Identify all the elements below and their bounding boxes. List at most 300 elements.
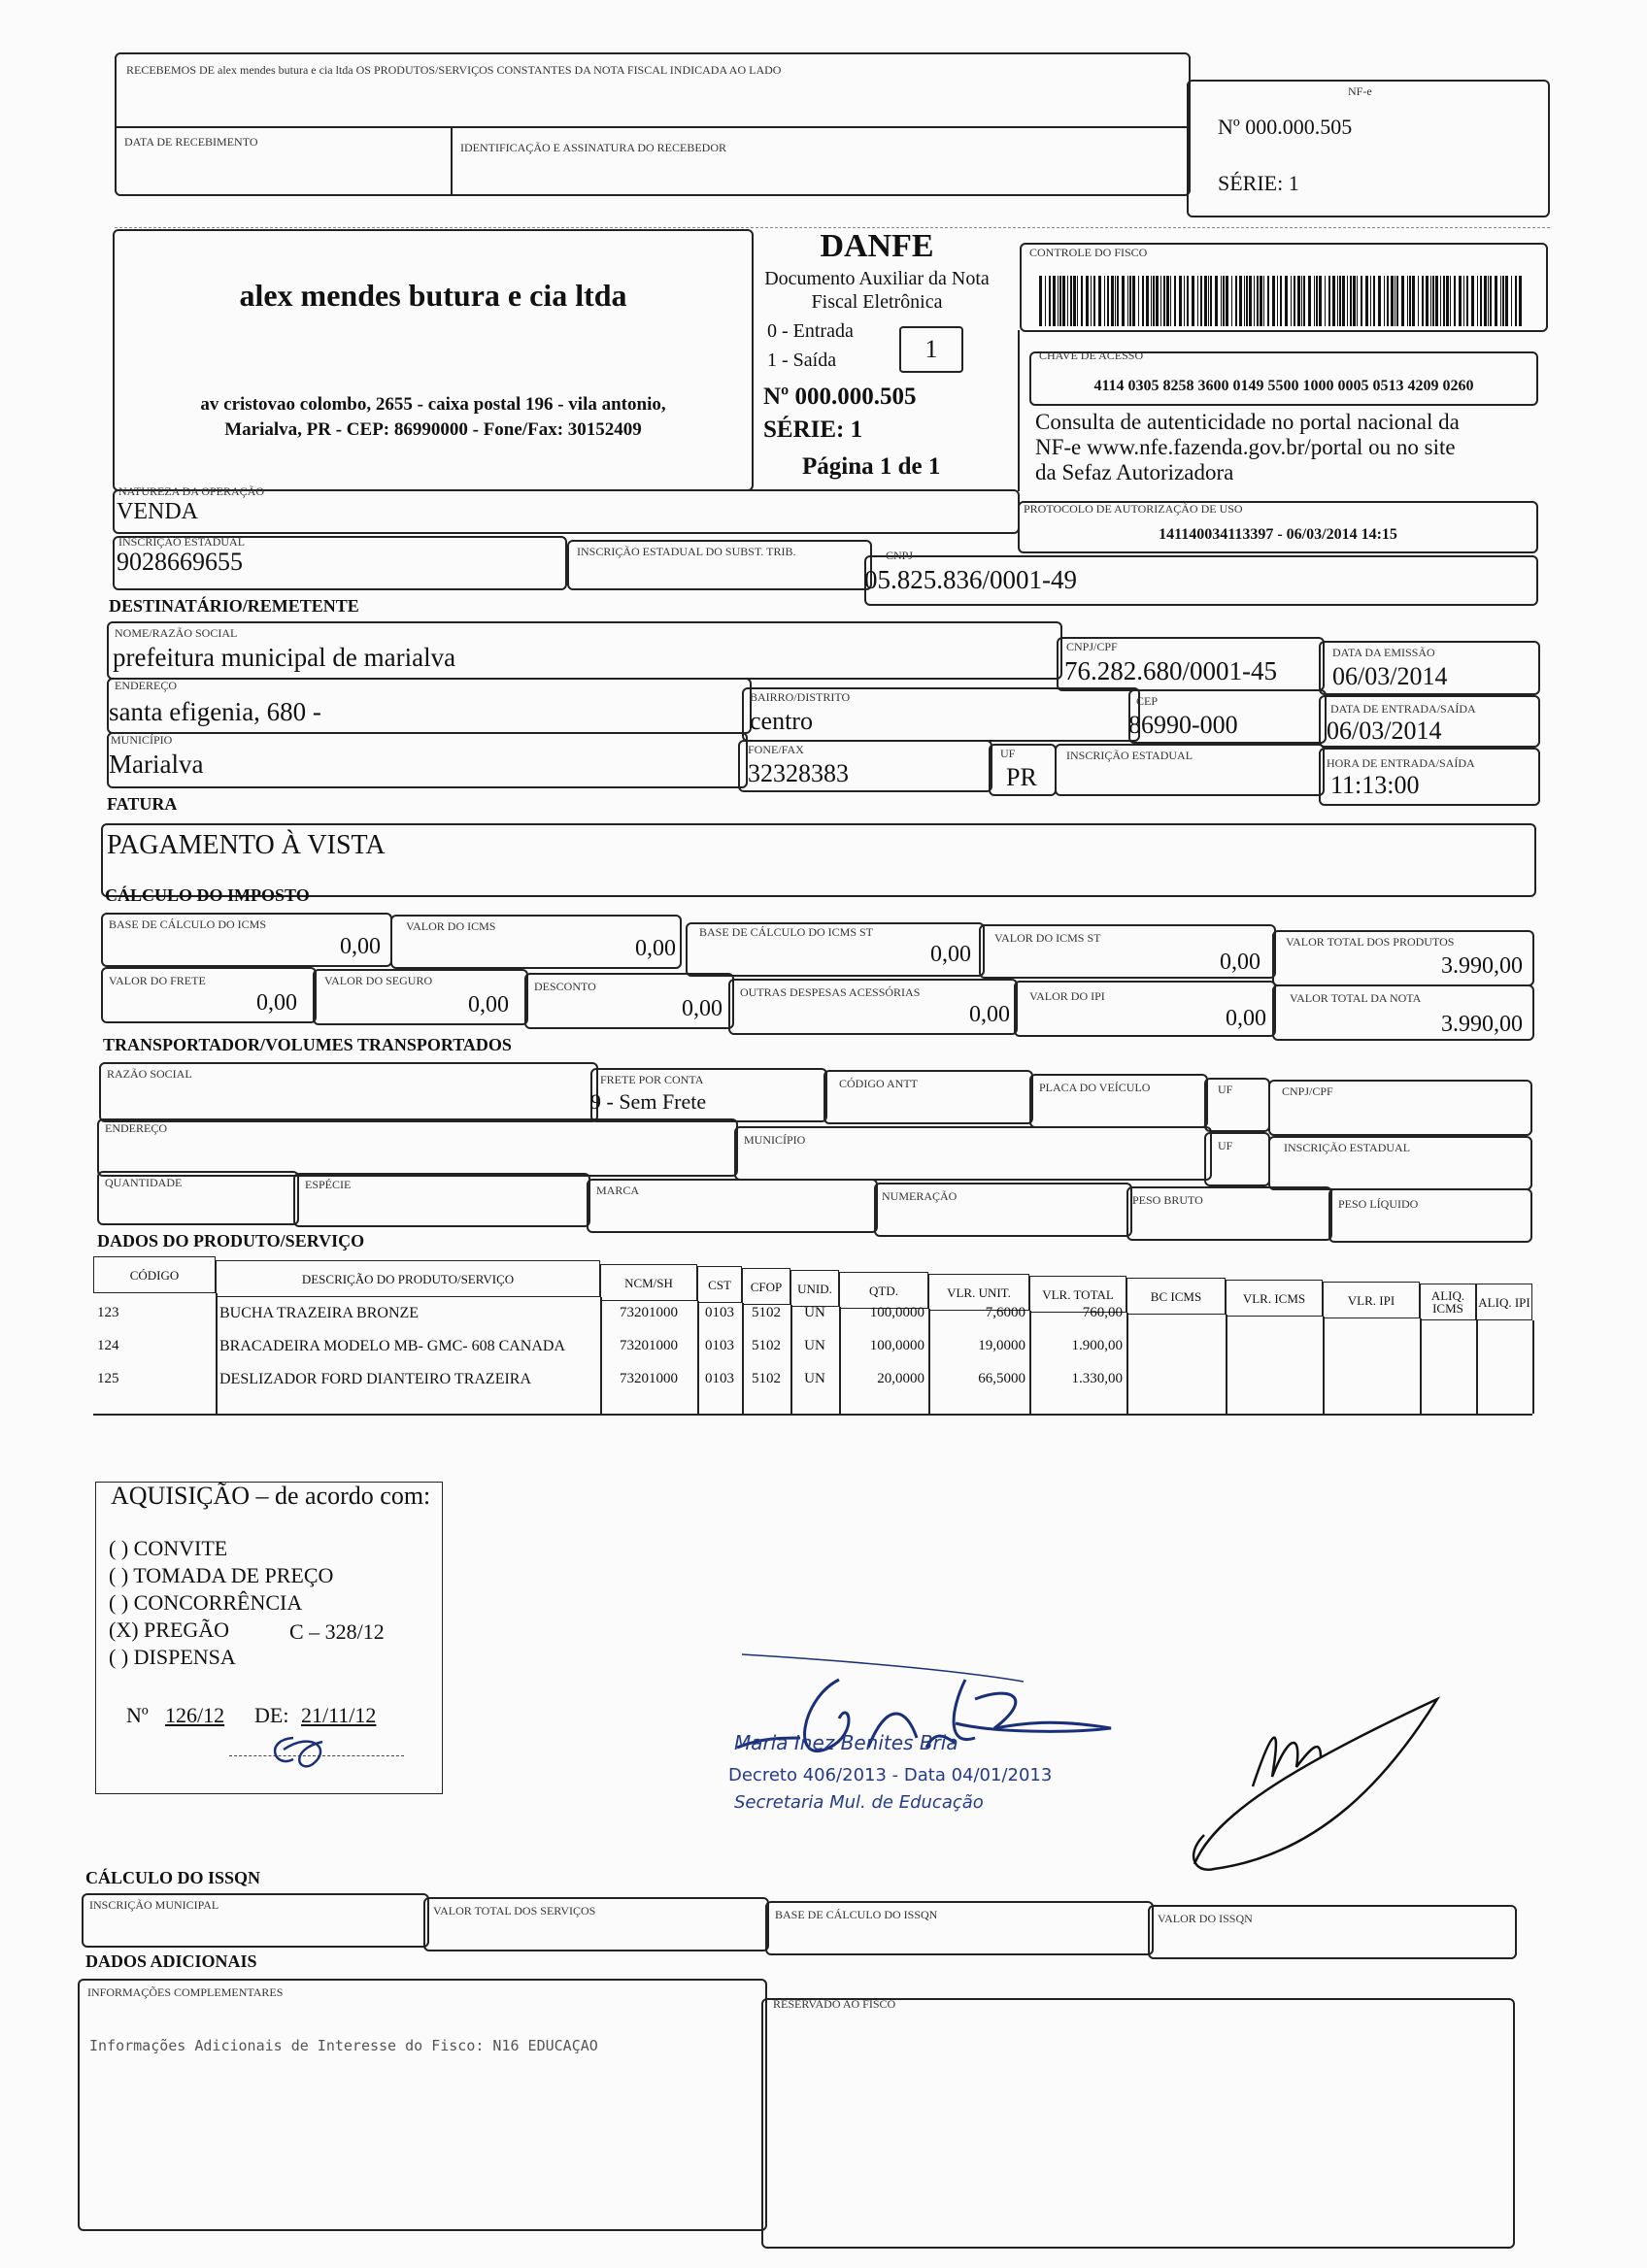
emission-label: DATA DA EMISSÃO bbox=[1332, 646, 1435, 659]
danfe-subtitle2: Fiscal Eletrônica bbox=[811, 291, 943, 313]
products-header-cell: CÓDIGO bbox=[93, 1256, 216, 1293]
barcode-bar bbox=[1104, 276, 1105, 326]
products-header-cell: VLR. TOTAL bbox=[1029, 1276, 1126, 1313]
barcode-bar bbox=[1267, 276, 1269, 326]
barcode-bar bbox=[1409, 276, 1411, 326]
receipt-series: SÉRIE: 1 bbox=[1218, 171, 1299, 195]
entry-date-label: DATA DE ENTRADA/SAÍDA bbox=[1330, 702, 1476, 716]
tax-freight: 0,00 bbox=[256, 990, 297, 1016]
products-column-line bbox=[1126, 1313, 1128, 1414]
recipient-address: santa efigenia, 680 - bbox=[109, 697, 321, 726]
barcode-bar bbox=[1319, 276, 1322, 326]
issuer-address-line2: Marialva, PR - CEP: 86990000 - Fone/Fax: 30152409 bbox=[224, 419, 642, 440]
recipient-address-label: ENDEREÇO bbox=[115, 679, 177, 692]
secretary-name: Maria Inez Benites Bria bbox=[734, 1731, 958, 1754]
barcode-bar bbox=[1184, 276, 1185, 326]
barcode-bar bbox=[1350, 276, 1352, 326]
barcode-bar bbox=[1432, 276, 1434, 326]
cep-label: CEP bbox=[1136, 694, 1159, 708]
phone-value: 32328383 bbox=[748, 759, 849, 787]
additional-info-label: INFORMAÇÕES COMPLEMENTARES bbox=[87, 1985, 284, 1999]
secretary-decree: Decreto 406/2013 - Data 04/01/2013 bbox=[728, 1765, 1053, 1785]
recipient-name-label: NOME/RAZÃO SOCIAL bbox=[115, 626, 238, 640]
barcode-bar bbox=[1370, 276, 1371, 326]
product-code: 125 bbox=[97, 1371, 119, 1386]
barcode-bar bbox=[1215, 276, 1218, 326]
danfe-series: SÉRIE: 1 bbox=[763, 417, 863, 443]
product-vtotal: 1.330,00 bbox=[1071, 1371, 1123, 1386]
access-key: 4114 0305 8258 3600 0149 5500 1000 0005 0513 4209 0260 bbox=[1093, 378, 1474, 394]
recipient-section: DESTINATÁRIO/REMETENTE bbox=[109, 596, 359, 616]
product-qty: 100,0000 bbox=[869, 1338, 924, 1353]
barcode-bar bbox=[1081, 276, 1083, 326]
barcode-bar bbox=[1122, 276, 1125, 326]
issqn-im-label: INSCRIÇÃO MUNICIPAL bbox=[89, 1898, 219, 1912]
consult-line1: Consulta de autenticidade no portal nacional da bbox=[1035, 410, 1460, 434]
barcode-bar bbox=[1174, 276, 1176, 326]
tax-icms-st: 0,00 bbox=[1220, 950, 1260, 975]
barcode-bar bbox=[1244, 276, 1245, 326]
barcode-bar bbox=[1443, 276, 1445, 326]
barcode-bar bbox=[1179, 276, 1182, 326]
products-header-cell: CFOP bbox=[742, 1268, 790, 1305]
city-value: Marialva bbox=[109, 750, 204, 779]
transport-plate-label: PLACA DO VEÍCULO bbox=[1039, 1081, 1151, 1094]
barcode-bar bbox=[1440, 276, 1441, 326]
barcode-bar bbox=[1500, 276, 1501, 326]
stamp-opt3: ( ) CONCORRÊNCIA bbox=[109, 1590, 303, 1615]
barcode-bar bbox=[1488, 276, 1489, 326]
barcode-bar bbox=[1156, 276, 1159, 326]
products-column-line bbox=[1029, 1311, 1031, 1414]
barcode-bar bbox=[1117, 276, 1119, 326]
issuer-box bbox=[113, 229, 754, 491]
products-column-line bbox=[1420, 1318, 1422, 1414]
stamp-opt1: ( ) CONVITE bbox=[109, 1536, 228, 1560]
barcode-bar bbox=[1490, 276, 1492, 326]
products-column-line bbox=[1476, 1320, 1478, 1414]
recipient-cnpj: 76.282.680/0001-45 bbox=[1064, 656, 1277, 685]
product-vunit: 19,0000 bbox=[978, 1338, 1025, 1353]
barcode-bar bbox=[1505, 276, 1508, 326]
product-desc: BRACADEIRA MODELO MB- GMC- 608 CANADA bbox=[219, 1338, 566, 1354]
transport-cnpj-label: CNPJ/CPF bbox=[1282, 1084, 1333, 1098]
stamp-opt4: (X) PREGÃO bbox=[109, 1618, 230, 1642]
danfe-entry: 0 - Entrada bbox=[767, 320, 854, 342]
barcode-bar bbox=[1401, 276, 1404, 326]
barcode-bar bbox=[1257, 276, 1259, 326]
receipt-vdivider bbox=[451, 126, 453, 196]
time-value: 11:13:00 bbox=[1330, 771, 1420, 799]
barcode-bar bbox=[1235, 276, 1237, 326]
barcode-bar bbox=[1384, 276, 1385, 326]
receipt-nfe-label: NF-e bbox=[1348, 84, 1372, 98]
barcode-bar bbox=[1187, 276, 1189, 326]
tax-insurance: 0,00 bbox=[468, 992, 509, 1017]
entry-date-value: 06/03/2014 bbox=[1327, 717, 1442, 745]
recipient-ie-label: INSCRIÇÃO ESTADUAL bbox=[1066, 749, 1193, 762]
receipt-date-label: DATA DE RECEBIMENTO bbox=[124, 135, 258, 149]
products-column-line bbox=[1532, 1320, 1534, 1414]
products-header-cell: ALIQ. ICMS bbox=[1420, 1284, 1476, 1320]
barcode-bar bbox=[1138, 276, 1139, 326]
issqn-value-label: VALOR DO ISSQN bbox=[1158, 1912, 1253, 1925]
barcode-bar bbox=[1328, 276, 1330, 326]
product-ncm: 73201000 bbox=[620, 1305, 678, 1320]
stamp-opt5: ( ) DISPENSA bbox=[109, 1645, 236, 1669]
receipt-number: Nº 000.000.505 bbox=[1218, 115, 1353, 139]
barcode-bar bbox=[1463, 276, 1464, 326]
stamp-date-label: DE: bbox=[254, 1703, 289, 1727]
barcode-bar bbox=[1086, 276, 1089, 326]
danfe-page: Página 1 de 1 bbox=[802, 453, 941, 480]
barcode-bar bbox=[1357, 276, 1358, 326]
nature-value: VENDA bbox=[117, 499, 198, 524]
barcode-bar bbox=[1132, 276, 1135, 326]
recipient-name: prefeitura municipal de marialva bbox=[113, 643, 456, 672]
product-cst: 0103 bbox=[705, 1371, 734, 1386]
barcode-bar bbox=[1058, 276, 1059, 326]
barcode-bar bbox=[1039, 276, 1042, 326]
products-column-line bbox=[600, 1297, 602, 1414]
barcode-bar bbox=[1466, 276, 1468, 326]
danfe-title: DANFE bbox=[820, 228, 934, 264]
barcode-bar bbox=[1332, 276, 1335, 326]
barcode-bar bbox=[1280, 276, 1282, 326]
products-header-cell: BC ICMS bbox=[1126, 1278, 1226, 1315]
products-header-cell: DESCRIÇÃO DO PRODUTO/SERVIÇO bbox=[216, 1260, 600, 1297]
barcode-bar bbox=[1339, 276, 1341, 326]
barcode-bar bbox=[1495, 276, 1497, 326]
issuer-address-line1: av cristovao colombo, 2655 - caixa postal 196 - vila antonio, bbox=[200, 394, 666, 415]
barcode-bar bbox=[1294, 276, 1295, 326]
barcode-bar bbox=[1142, 276, 1144, 326]
transport-antt-label: CÓDIGO ANTT bbox=[839, 1077, 918, 1090]
product-unit: UN bbox=[804, 1338, 825, 1353]
barcode-bar bbox=[1373, 276, 1375, 326]
barcode-bar bbox=[1418, 276, 1419, 326]
issqn-section: CÁLCULO DO ISSQN bbox=[85, 1868, 261, 1887]
barcode-bar bbox=[1111, 276, 1114, 326]
product-code: 123 bbox=[97, 1305, 119, 1320]
barcode-bar bbox=[1353, 276, 1356, 326]
barcode-bar bbox=[1067, 276, 1068, 326]
barcode-bar bbox=[1314, 276, 1315, 326]
product-ncm: 73201000 bbox=[620, 1371, 678, 1386]
recipient-cnpj-label: CNPJ/CPF bbox=[1066, 640, 1118, 653]
uf-value: PR bbox=[1006, 763, 1037, 791]
stamp-opt4-ref: C – 328/12 bbox=[289, 1619, 385, 1644]
barcode-bar bbox=[1210, 276, 1212, 326]
barcode-bar bbox=[1107, 276, 1109, 326]
barcode-bar bbox=[1153, 276, 1155, 326]
products-header-cell: QTD. bbox=[839, 1272, 928, 1309]
tax-icms-st-label: VALOR DO ICMS ST bbox=[994, 931, 1101, 945]
barcode-bar bbox=[1387, 276, 1389, 326]
product-cst: 0103 bbox=[705, 1338, 734, 1353]
stamp-title: AQUISIÇÃO – de acordo com: bbox=[111, 1482, 431, 1510]
barcode-bar bbox=[1484, 276, 1487, 326]
barcode-bar bbox=[1426, 276, 1429, 326]
barcode-bar bbox=[1430, 276, 1431, 326]
barcode-bar bbox=[1221, 276, 1222, 326]
fisco-left-line bbox=[1018, 330, 1020, 491]
barcode-bar bbox=[1480, 276, 1482, 326]
products-header-cell: ALIQ. IPI bbox=[1476, 1284, 1532, 1320]
tax-base-st-label: BASE DE CÁLCULO DO ICMS ST bbox=[699, 925, 874, 939]
stamp-date: 21/11/12 bbox=[301, 1703, 377, 1727]
tax-section: CÁLCULO DO IMPOSTO bbox=[105, 885, 310, 905]
barcode-bar bbox=[1226, 276, 1228, 326]
additional-info-text: Informações Adicionais de Interesse do Fisco: N16 EDUCAÇAO bbox=[89, 2037, 598, 2054]
products-header-cell: NCM/SH bbox=[600, 1264, 697, 1301]
reserved-box bbox=[761, 1998, 1515, 2249]
issuer-name: alex mendes butura e cia ltda bbox=[239, 278, 627, 313]
barcode-bar bbox=[1342, 276, 1345, 326]
barcode-bar bbox=[1208, 276, 1209, 326]
barcode-bar bbox=[1347, 276, 1348, 326]
barcode-bar bbox=[1077, 276, 1078, 326]
barcode-bar bbox=[1272, 276, 1275, 326]
barcode-bar bbox=[1163, 276, 1165, 326]
receipt-text: RECEBEMOS DE alex mendes butura e cia ltda OS PRODUTOS/SERVIÇOS CONSTANTES DA NOTA FISCAL INDICADA AO LADO bbox=[126, 63, 782, 77]
cnpj-label: CNPJ bbox=[886, 549, 914, 562]
time-label: HORA DE ENTRADA/SAÍDA bbox=[1327, 756, 1475, 770]
products-header-cell: CST bbox=[697, 1266, 742, 1303]
transport-uf-box bbox=[1204, 1078, 1270, 1132]
product-qty: 20,0000 bbox=[877, 1371, 924, 1386]
tax-note-total-label: VALOR TOTAL DA NOTA bbox=[1290, 991, 1422, 1005]
product-cfop: 5102 bbox=[752, 1338, 781, 1353]
stamp-number: 126/12 bbox=[165, 1703, 225, 1727]
barcode-bar bbox=[1308, 276, 1311, 326]
barcode-bar bbox=[1070, 276, 1072, 326]
tax-ipi-label: VALOR DO IPI bbox=[1029, 989, 1105, 1003]
products-bottom-line bbox=[93, 1414, 1532, 1416]
additional-info-box bbox=[78, 1979, 767, 2231]
barcode-bar bbox=[1502, 276, 1504, 326]
tax-note-total: 3.990,00 bbox=[1441, 1012, 1523, 1037]
transport-brand-label: MARCA bbox=[596, 1184, 640, 1197]
transport-net-label: PESO LÍQUIDO bbox=[1338, 1197, 1419, 1211]
barcode-bar bbox=[1277, 276, 1278, 326]
barcode-bar bbox=[1239, 276, 1242, 326]
cnpj-value: 05.825.836/0001-49 bbox=[864, 565, 1077, 594]
barcode-bar bbox=[1297, 276, 1300, 326]
invoice-section: FATURA bbox=[107, 794, 178, 814]
emission-value: 06/03/2014 bbox=[1332, 662, 1448, 690]
products-column-line bbox=[1323, 1317, 1325, 1414]
products-column-line bbox=[928, 1309, 930, 1414]
barcode-bar bbox=[1249, 276, 1252, 326]
protocol-value: 141140034113397 - 06/03/2014 14:15 bbox=[1159, 526, 1397, 543]
barcode-bar bbox=[1407, 276, 1408, 326]
product-cfop: 5102 bbox=[752, 1305, 781, 1320]
secretary-role: Secretaria Mul. de Educação bbox=[734, 1792, 984, 1813]
barcode-bar bbox=[1459, 276, 1462, 326]
transport-numbering-label: NUMERAÇÃO bbox=[882, 1189, 958, 1203]
barcode-bar bbox=[1361, 276, 1362, 326]
products-header-cell: VLR. IPI bbox=[1323, 1282, 1420, 1318]
barcode-bar bbox=[1396, 276, 1398, 326]
tax-base-st: 0,00 bbox=[930, 942, 971, 967]
invoice-payment: PAGAMENTO À VISTA bbox=[107, 830, 386, 860]
phone-label: FONE/FAX bbox=[748, 743, 804, 756]
barcode-bar bbox=[1197, 276, 1198, 326]
product-ncm: 73201000 bbox=[620, 1338, 678, 1353]
tax-products-total: 3.990,00 bbox=[1441, 953, 1523, 979]
barcode-bar bbox=[1450, 276, 1451, 326]
transport-city-label: MUNICÍPIO bbox=[744, 1133, 806, 1147]
transport-uf2-box bbox=[1204, 1132, 1270, 1186]
barcode-bar bbox=[1059, 276, 1061, 326]
protocol-label: PROTOCOLO DE AUTORIZAÇÃO DE USO bbox=[1024, 502, 1243, 516]
transport-address-box bbox=[97, 1118, 738, 1177]
barcode-bar bbox=[1045, 276, 1046, 326]
tax-other: 0,00 bbox=[969, 1002, 1010, 1027]
district-value: centro bbox=[750, 707, 813, 735]
danfe-exit: 1 - Saída bbox=[767, 350, 837, 371]
transport-species-label: ESPÉCIE bbox=[305, 1178, 352, 1191]
transport-uf-label: UF bbox=[1218, 1083, 1233, 1096]
danfe-type-box: 1 bbox=[899, 326, 963, 373]
product-qty: 100,0000 bbox=[869, 1305, 924, 1320]
stamp-opt2: ( ) TOMADA DE PREÇO bbox=[109, 1563, 334, 1587]
barcode-bar bbox=[1200, 276, 1202, 326]
transport-ie-label: INSCRIÇÃO ESTADUAL bbox=[1284, 1141, 1411, 1154]
barcode-bar bbox=[1115, 276, 1116, 326]
product-cfop: 5102 bbox=[752, 1371, 781, 1386]
barcode-bar bbox=[1365, 276, 1368, 326]
product-vtotal: 760,00 bbox=[1082, 1305, 1123, 1320]
transport-uf2-label: UF bbox=[1218, 1139, 1233, 1152]
products-section: DADOS DO PRODUTO/SERVIÇO bbox=[97, 1231, 365, 1251]
product-unit: UN bbox=[804, 1371, 825, 1386]
products-column-line bbox=[742, 1303, 744, 1414]
barcode-bar bbox=[1471, 276, 1474, 326]
signature-receiver bbox=[1175, 1670, 1466, 1884]
product-cst: 0103 bbox=[705, 1305, 734, 1320]
transport-qty-label: QUANTIDADE bbox=[105, 1176, 183, 1189]
district-label: BAIRRO/DISTRITO bbox=[750, 690, 851, 704]
tax-products-total-label: VALOR TOTAL DOS PRODUTOS bbox=[1286, 935, 1455, 949]
transport-city-box bbox=[734, 1126, 1212, 1181]
tax-discount-label: DESCONTO bbox=[534, 980, 596, 993]
nature-label: NATUREZA DA OPERAÇÃO bbox=[118, 484, 265, 498]
product-code: 124 bbox=[97, 1338, 119, 1353]
products-column-line bbox=[790, 1305, 792, 1414]
barcode-bar bbox=[1073, 276, 1076, 326]
products-header-cell: VLR. UNIT. bbox=[928, 1274, 1029, 1311]
reserved-label: RESERVADO AO FISCO bbox=[773, 1997, 896, 2011]
tax-base-icms-label: BASE DE CÁLCULO DO ICMS bbox=[109, 917, 267, 931]
barcode bbox=[1039, 276, 1525, 326]
barcode-bar bbox=[1477, 276, 1478, 326]
access-key-label: CHAVE DE ACESSO bbox=[1039, 349, 1144, 362]
barcode-bar bbox=[1129, 276, 1131, 326]
barcode-bar bbox=[1166, 276, 1169, 326]
barcode-bar bbox=[1301, 276, 1302, 326]
tax-base-icms: 0,00 bbox=[340, 934, 381, 959]
receipt-divider bbox=[115, 126, 1191, 128]
barcode-bar bbox=[1127, 276, 1128, 326]
additional-section: DADOS ADICIONAIS bbox=[85, 1951, 257, 1971]
barcode-bar bbox=[1325, 276, 1326, 326]
consult-line3: da Sefaz Autorizadora bbox=[1035, 460, 1234, 484]
barcode-bar bbox=[1391, 276, 1394, 326]
issqn-services-label: VALOR TOTAL DOS SERVIÇOS bbox=[433, 1904, 596, 1918]
barcode-bar bbox=[1151, 276, 1152, 326]
receipt-nfe-box bbox=[1187, 80, 1550, 217]
receipt-signature-label: IDENTIFICAÇÃO E ASSINATURA DO RECEBEDOR bbox=[460, 141, 727, 154]
barcode-bar bbox=[1511, 276, 1512, 326]
barcode-bar bbox=[1254, 276, 1255, 326]
product-vunit: 7,6000 bbox=[985, 1305, 1025, 1320]
stamp-initials bbox=[254, 1720, 352, 1779]
transport-address-label: ENDEREÇO bbox=[105, 1121, 167, 1135]
products-column-line bbox=[697, 1301, 699, 1414]
transport-freight-label: FRETE POR CONTA bbox=[600, 1073, 704, 1086]
product-unit: UN bbox=[804, 1305, 825, 1320]
barcode-bar bbox=[1337, 276, 1338, 326]
products-column-line bbox=[216, 1293, 218, 1414]
stamp-number-label: Nº bbox=[126, 1703, 149, 1727]
barcode-bar bbox=[1204, 276, 1207, 326]
tax-discount: 0,00 bbox=[682, 996, 723, 1021]
barcode-bar bbox=[1285, 276, 1288, 326]
tax-freight-label: VALOR DO FRETE bbox=[109, 974, 206, 987]
transport-name-label: RAZÃO SOCIAL bbox=[107, 1067, 192, 1081]
tax-ipi: 0,00 bbox=[1226, 1006, 1266, 1031]
barcode-bar bbox=[1093, 276, 1095, 326]
barcode-bar bbox=[1160, 276, 1161, 326]
product-desc: DESLIZADOR FORD DIANTEIRO TRAZEIRA bbox=[219, 1371, 532, 1387]
barcode-bar bbox=[1170, 276, 1171, 326]
product-desc: BUCHA TRAZEIRA BRONZE bbox=[219, 1305, 420, 1321]
barcode-bar bbox=[1098, 276, 1101, 326]
barcode-bar bbox=[1263, 276, 1264, 326]
barcode-bar bbox=[1435, 276, 1438, 326]
barcode-bar bbox=[1422, 276, 1424, 326]
barcode-bar bbox=[1454, 276, 1456, 326]
barcode-bar bbox=[1316, 276, 1318, 326]
barcode-bar bbox=[1146, 276, 1149, 326]
issqn-base-label: BASE DE CÁLCULO DO ISSQN bbox=[775, 1908, 938, 1921]
transport-freight: 9 - Sem Frete bbox=[590, 1089, 707, 1114]
transport-section: TRANSPORTADOR/VOLUMES TRANSPORTADOS bbox=[103, 1035, 512, 1054]
transport-gross-label: PESO BRUTO bbox=[1132, 1193, 1203, 1207]
consult-line2: NF-e www.nfe.fazenda.gov.br/portal ou no site bbox=[1035, 435, 1456, 459]
cep-value: 86990-000 bbox=[1128, 711, 1238, 739]
danfe-subtitle1: Documento Auxiliar da Nota bbox=[764, 268, 990, 289]
barcode-bar bbox=[1062, 276, 1065, 326]
products-column-line bbox=[1226, 1315, 1227, 1414]
tax-other-label: OUTRAS DESPESAS ACESSÓRIAS bbox=[740, 985, 921, 999]
barcode-bar bbox=[1446, 276, 1449, 326]
products-column-line bbox=[839, 1307, 841, 1414]
ie-label: INSCRIÇÃO ESTADUAL bbox=[118, 535, 246, 549]
products-header-cell: VLR. ICMS bbox=[1226, 1280, 1323, 1317]
ie-value: 9028669655 bbox=[117, 548, 243, 576]
city-label: MUNICÍPIO bbox=[111, 733, 173, 747]
tax-insurance-label: VALOR DO SEGURO bbox=[324, 974, 433, 987]
barcode-bar bbox=[1192, 276, 1194, 326]
barcode-bar bbox=[1378, 276, 1381, 326]
products-header-cell: UNID. bbox=[790, 1270, 839, 1307]
barcode-bar bbox=[1260, 276, 1262, 326]
uf-label: UF bbox=[1000, 747, 1016, 760]
product-vtotal: 1.900,00 bbox=[1071, 1338, 1123, 1353]
